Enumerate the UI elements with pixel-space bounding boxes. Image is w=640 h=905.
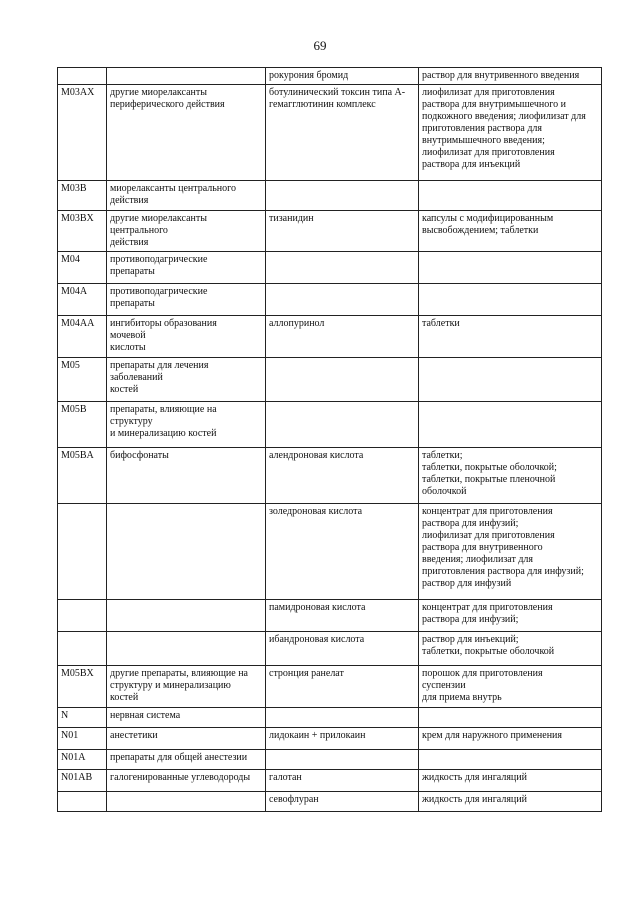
substance-name-cell bbox=[266, 284, 419, 316]
pharmacological-group-cell bbox=[107, 792, 266, 812]
dosage-form-cell: раствор для внутривенного введения bbox=[419, 68, 602, 85]
table-row bbox=[58, 448, 602, 504]
substance-name-cell: стронция ранелат bbox=[266, 666, 419, 708]
substance-name-cell: аллопуринол bbox=[266, 316, 419, 358]
dosage-form-cell: концентрат для приготовления раствора для инфузий; лиофилизат для приготовления раствора для внутривенного введения; лиофилизат для приготовления раствора для инфузий; раствор для инфузий bbox=[419, 504, 602, 600]
substance-name-cell: севофлуран bbox=[266, 792, 419, 812]
pharmacological-group-cell: миорелаксанты центрального действия bbox=[107, 181, 266, 211]
table-row bbox=[58, 181, 602, 211]
substance-name-cell: лидокаин + прилокаин bbox=[266, 728, 419, 750]
pharmacological-group-cell bbox=[107, 504, 266, 600]
table-row bbox=[58, 252, 602, 284]
table-row bbox=[58, 750, 602, 770]
dosage-form-cell: лиофилизат для приготовления раствора для внутримышечного и подкожного введения; лиофилизат для приготовления раствора для внутримышечного введения; лиофилизат для приготовления раствора для инъекций bbox=[419, 85, 602, 181]
table-row bbox=[58, 402, 602, 448]
dosage-form-cell: жидкость для ингаляций bbox=[419, 770, 602, 792]
substance-name-cell: ботулинический токсин типа А- гемагглютинин комплекс bbox=[266, 85, 419, 181]
dosage-form-cell bbox=[419, 402, 602, 448]
atc-code-cell: M03BX bbox=[58, 211, 107, 252]
substance-name-cell: золедроновая кислота bbox=[266, 504, 419, 600]
table-row bbox=[58, 316, 602, 358]
atc-code-cell: M04 bbox=[58, 252, 107, 284]
table-row bbox=[58, 632, 602, 666]
dosage-form-cell: порошок для приготовления суспензии для приема внутрь bbox=[419, 666, 602, 708]
dosage-form-cell bbox=[419, 750, 602, 770]
table-row bbox=[58, 504, 602, 600]
pharmacological-group-cell: препараты, влияющие на структуру и минерализацию костей bbox=[107, 402, 266, 448]
atc-code-cell: M05BA bbox=[58, 448, 107, 504]
table-row bbox=[58, 358, 602, 402]
pharmacological-group-cell: анестетики bbox=[107, 728, 266, 750]
table-row bbox=[58, 708, 602, 728]
dosage-form-cell: раствор для инъекций; таблетки, покрытые оболочкой bbox=[419, 632, 602, 666]
pharmacological-group-cell: другие препараты, влияющие на структуру и минерализацию костей bbox=[107, 666, 266, 708]
atc-code-cell: M04AA bbox=[58, 316, 107, 358]
table-row bbox=[58, 68, 602, 85]
substance-name-cell: рокурония бромид bbox=[266, 68, 419, 85]
pharmacological-group-cell: другие миорелаксанты центрального действия bbox=[107, 211, 266, 252]
atc-code-cell bbox=[58, 68, 107, 85]
substance-name-cell: ибандроновая кислота bbox=[266, 632, 419, 666]
dosage-form-cell bbox=[419, 284, 602, 316]
atc-code-cell: N01AB bbox=[58, 770, 107, 792]
substance-name-cell bbox=[266, 181, 419, 211]
substance-name-cell: галотан bbox=[266, 770, 419, 792]
atc-code-cell: M03AX bbox=[58, 85, 107, 181]
atc-code-cell: N bbox=[58, 708, 107, 728]
substance-name-cell bbox=[266, 358, 419, 402]
pharmacological-group-cell bbox=[107, 632, 266, 666]
dosage-form-cell: крем для наружного применения bbox=[419, 728, 602, 750]
table-row bbox=[58, 211, 602, 252]
substance-name-cell bbox=[266, 402, 419, 448]
table-row bbox=[58, 770, 602, 792]
substance-name-cell bbox=[266, 750, 419, 770]
atc-code-cell: M03B bbox=[58, 181, 107, 211]
substance-name-cell bbox=[266, 252, 419, 284]
dosage-form-cell bbox=[419, 708, 602, 728]
atc-code-cell: N01 bbox=[58, 728, 107, 750]
atc-table-body bbox=[58, 68, 602, 812]
atc-code-cell: M05B bbox=[58, 402, 107, 448]
pharmacological-group-cell: бифосфонаты bbox=[107, 448, 266, 504]
pharmacological-group-cell: галогенированные углеводороды bbox=[107, 770, 266, 792]
table-row bbox=[58, 792, 602, 812]
substance-name-cell: памидроновая кислота bbox=[266, 600, 419, 632]
pharmacological-group-cell: противоподагрические препараты bbox=[107, 284, 266, 316]
table-row bbox=[58, 728, 602, 750]
pharmacological-group-cell bbox=[107, 68, 266, 85]
pharmacological-group-cell bbox=[107, 600, 266, 632]
pharmacological-group-cell: препараты для лечения заболеваний костей bbox=[107, 358, 266, 402]
dosage-form-cell: таблетки; таблетки, покрытые оболочкой; таблетки, покрытые пленочной оболочкой bbox=[419, 448, 602, 504]
table-row bbox=[58, 666, 602, 708]
atc-code-cell: N01A bbox=[58, 750, 107, 770]
dosage-form-cell: концентрат для приготовления раствора для инфузий; bbox=[419, 600, 602, 632]
atc-code-cell bbox=[58, 504, 107, 600]
substance-name-cell: тизанидин bbox=[266, 211, 419, 252]
dosage-form-cell bbox=[419, 181, 602, 211]
table-row bbox=[58, 85, 602, 181]
page-number: 69 bbox=[313, 38, 327, 53]
atc-code-cell bbox=[58, 792, 107, 812]
atc-code-cell bbox=[58, 600, 107, 632]
pharmacological-group-cell: ингибиторы образования мочевой кислоты bbox=[107, 316, 266, 358]
pharmacological-group-cell: препараты для общей анестезии bbox=[107, 750, 266, 770]
dosage-form-cell bbox=[419, 358, 602, 402]
dosage-form-cell: таблетки bbox=[419, 316, 602, 358]
pharmacological-group-cell: другие миорелаксанты периферического действия bbox=[107, 85, 266, 181]
atc-table bbox=[57, 67, 602, 812]
dosage-form-cell bbox=[419, 252, 602, 284]
atc-code-cell: M05BX bbox=[58, 666, 107, 708]
substance-name-cell: алендроновая кислота bbox=[266, 448, 419, 504]
dosage-form-cell: жидкость для ингаляций bbox=[419, 792, 602, 812]
pharmacological-group-cell: противоподагрические препараты bbox=[107, 252, 266, 284]
atc-code-cell: M05 bbox=[58, 358, 107, 402]
dosage-form-cell: капсулы с модифицированным высвобождением; таблетки bbox=[419, 211, 602, 252]
table-row bbox=[58, 600, 602, 632]
substance-name-cell bbox=[266, 708, 419, 728]
pharmacological-group-cell: нервная система bbox=[107, 708, 266, 728]
table-row bbox=[58, 284, 602, 316]
atc-code-cell bbox=[58, 632, 107, 666]
atc-code-cell: M04A bbox=[58, 284, 107, 316]
